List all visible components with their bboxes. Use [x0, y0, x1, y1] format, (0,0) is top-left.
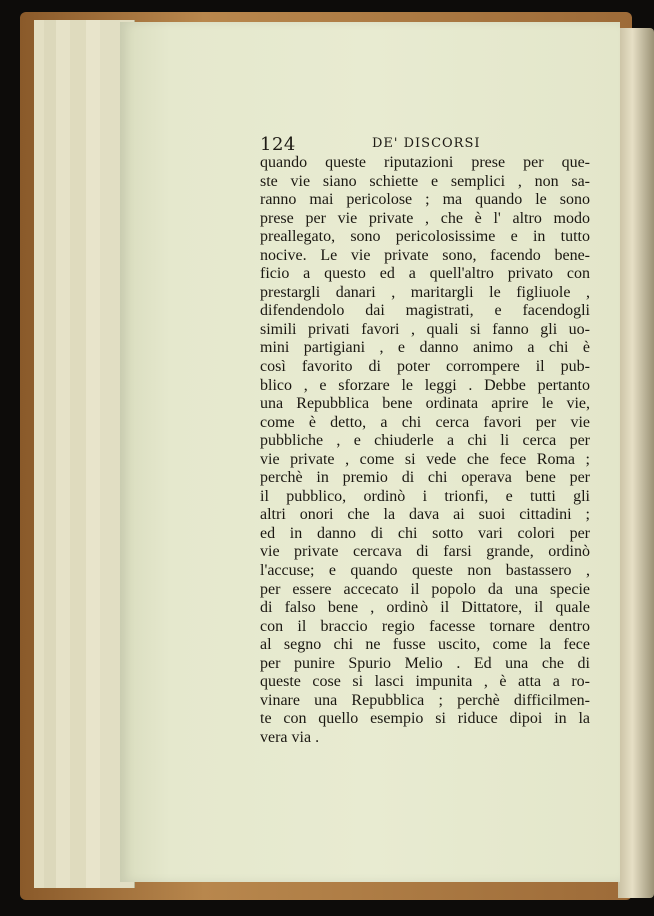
text-line: ranno mai pericolose ; ma quando le sono [260, 191, 590, 209]
text-line: quando queste riputazioni prese per que- [260, 154, 590, 171]
body-text [260, 154, 590, 748]
text-line: prese per vie private , che è l' altro modo [260, 209, 590, 227]
text-line: mini partigiani , e danno animo a chi è [260, 339, 590, 357]
running-head: DE' DISCORSI [372, 136, 481, 151]
text-line: con il braccio regio facesse tornare dentro [260, 617, 590, 635]
text-line: per punire Spurio Melio . Ed una che di [260, 654, 590, 672]
text-line: di falso bene , ordinò il Dittatore, il quale [260, 599, 590, 617]
text-line: vie private cercava di farsi grande, ordinò [260, 543, 590, 561]
right-page-edge [618, 28, 654, 898]
text-line: così favorito di poter corrompere il pub- [260, 358, 590, 376]
text-line: prestargli danari , maritargli le figliuole , [260, 283, 590, 301]
text-line: preallegato, sono pericolosissime e in tutto [260, 228, 590, 246]
text-line: altri onori che la dava ai suoi cittadini ; [260, 506, 590, 524]
text-line: perchè in premio di chi operava bene per [260, 469, 590, 487]
text-line: ed in danno di chi sotto vari colori per [260, 524, 590, 542]
text-line: ste vie siano schiette e semplici , non sa- [260, 172, 590, 190]
text-line: vera via . [260, 728, 320, 746]
text-line: pubbliche , e chiuderle a chi li cerca per [260, 432, 590, 450]
text-line: te con quello esempio si riduce dipoi in la [260, 710, 590, 728]
text-line: simili privati favori , quali si fanno gli uo- [260, 320, 590, 338]
text-line: queste cose si lasci impunita , è atta a ro- [260, 673, 590, 691]
text-line: l'accuse; e quando queste non bastassero , [260, 562, 590, 580]
text-line: blico , e sforzare le leggi . Debbe pertanto [260, 376, 590, 394]
text-line: il pubblico, ordinò i trionfi, e tutti gli [260, 487, 590, 505]
text-line: al segno chi ne fusse uscito, come la fece [260, 636, 590, 654]
text-line: vie private , come si vede che fece Roma ; [260, 450, 590, 468]
text-line: difendendolo dai magistrati, e facendogli [260, 302, 590, 320]
text-line: ficio a questo ed a quell'altro privato con [260, 265, 590, 283]
page-number: 124 [260, 134, 296, 155]
text-line: una Repubblica bene ordinata aprire le vie, [260, 395, 590, 413]
text-line: come è detto, a chi cerca favori per vie [260, 413, 590, 431]
text-line: per essere accecato il popolo da una specie [260, 580, 590, 598]
text-line: nocive. Le vie private sono, facendo bene- [260, 246, 590, 264]
page-header [260, 134, 490, 156]
text-line: vinare una Repubblica ; perchè difficilmen- [260, 691, 590, 709]
